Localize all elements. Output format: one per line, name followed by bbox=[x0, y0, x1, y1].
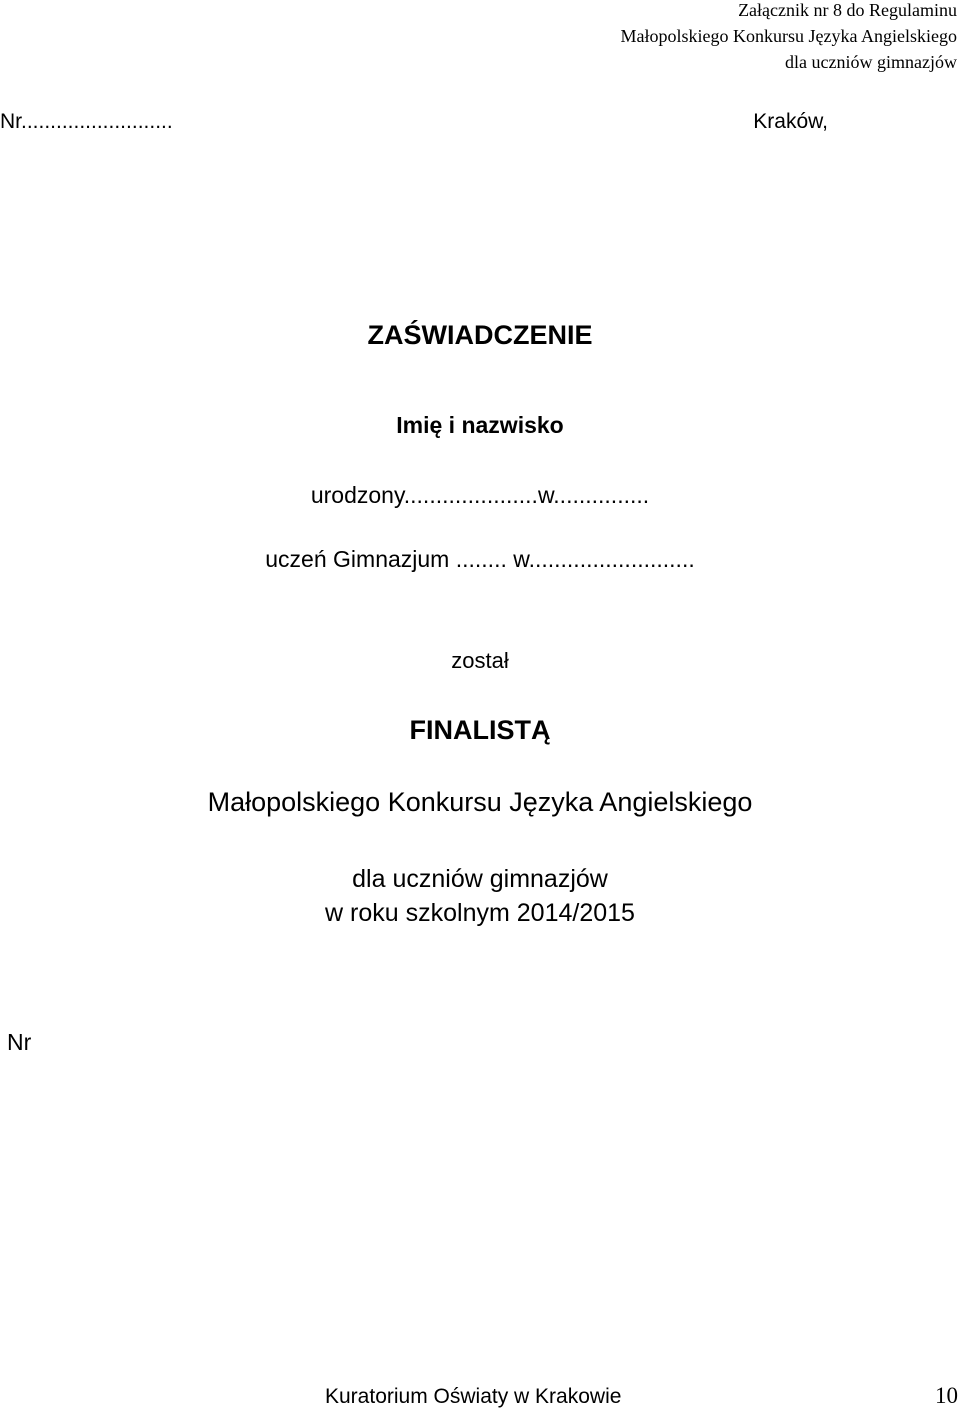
birth-line: urodzony.....................w............... bbox=[310, 482, 650, 508]
page-number: 10 bbox=[935, 1383, 958, 1408]
bottom-number-label: Nr bbox=[7, 1029, 32, 1055]
header-audience-line: dla uczniów gimnazjów bbox=[785, 52, 957, 72]
certificate-title: ZAŚWIADCZENIE bbox=[367, 320, 593, 350]
footer-office: Kuratorium Oświaty w Krakowie bbox=[325, 1385, 622, 1408]
audience-text: dla uczniów gimnazjów bbox=[352, 865, 608, 893]
became-text: został bbox=[451, 648, 509, 673]
name-label: Imię i nazwisko bbox=[396, 412, 564, 438]
school-year-text: w roku szkolnym 2014/2015 bbox=[325, 899, 635, 927]
contest-name: Małopolskiego Konkursu Języka Angielskiego bbox=[207, 787, 753, 817]
place-and-date: Kraków, bbox=[753, 110, 828, 133]
header-contest-line: Małopolskiego Konkursu Języka Angielskiego bbox=[620, 26, 957, 46]
award-title: FINALISTĄ bbox=[409, 715, 551, 745]
document-number: Nr.......................... bbox=[0, 110, 173, 133]
header-annex-line: Załącznik nr 8 do Regulaminu bbox=[738, 0, 957, 20]
school-line: uczeń Gimnazjum ........ w.......................... bbox=[265, 546, 695, 572]
